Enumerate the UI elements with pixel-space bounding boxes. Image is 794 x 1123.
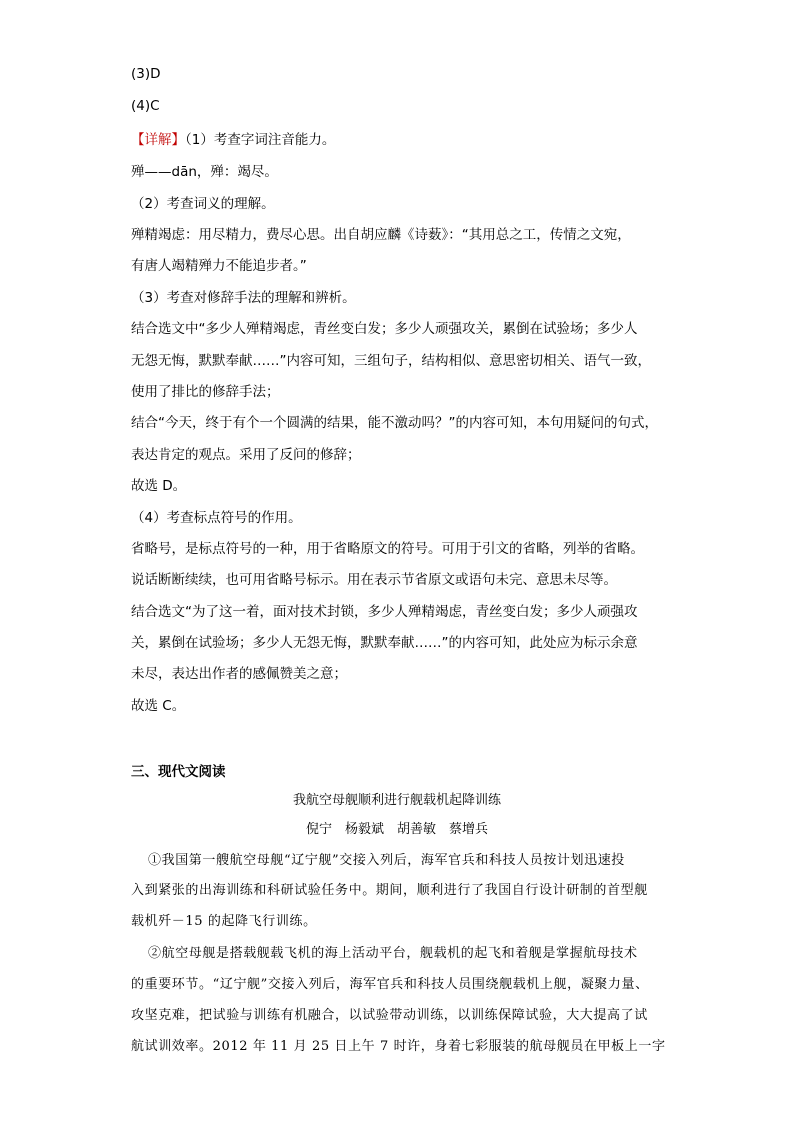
explanation-line-15: 说话断断续续，也可用省略号标示。用在表示节省原文或语句未完、意思未尽等。 [131, 572, 617, 588]
explanation-line-4: 殚精竭虑：用尽精力，费尽心思。出自胡应麟《诗薮》：“其用总之工，传情之文宛， [131, 227, 631, 243]
article-authors: 倪宁 杨毅斌 胡善敏 蔡增兵 [305, 822, 488, 837]
section-heading: 三、现代文阅读 [131, 764, 226, 780]
explanation-line-18: 未尽，表达出作者的感佩赞美之意； [131, 666, 347, 682]
explanation-line-3: （2）考查词义的理解。 [131, 196, 275, 212]
paragraph-2-line-3: 攻坚克难，把试验与训练有机融合，以试验带动训练，以训练保障试验，大大提高了试 [131, 1008, 648, 1023]
explanation-line-7: 结合选文中“多少人殚精竭虑，青丝变白发；多少人顽强攻关，累倒在试验场；多少人 [131, 321, 638, 337]
explanation-line-11: 表达肯定的观点。采用了反问的修辞； [131, 447, 361, 463]
explanation-line-8: 无怨无悔，默默奉献……”内容可知，三组句子，结构相似、意思密切相关、语气一致， [131, 353, 651, 369]
explanation-line-14: 省略号，是标点符号的一种，用于省略原文的符号。可用于引文的省略，列举的省略。 [131, 541, 644, 557]
paragraph-1-line-2: 入到紧张的出海训练和科研试验任务中。期间，顺利进行了我国自行设计研制的首型舰 [131, 883, 648, 898]
paragraph-1-line-3: 载机歼－15 的起降飞行训练。 [131, 914, 317, 929]
explanation-line-2: 殚——dān，殚：竭尽。 [131, 164, 278, 180]
explanation-line-9: 使用了排比的修辞手法； [131, 384, 280, 400]
explanation-line-1 [131, 128, 335, 148]
answer-4: (4)C [131, 98, 160, 114]
paragraph-2-line-2: 的重要环节。“辽宁舰”交接入列后，海军官兵和科技人员围绕舰载机上舰，凝聚力量、 [131, 977, 649, 992]
paragraph-1-line-1: ①我国第一艘航空母舰“辽宁舰”交接入列后，海军官兵和科技人员按计划迅速投 [148, 853, 625, 868]
explanation-line-19: 故选 C。 [131, 698, 186, 714]
explanation-line-6: （3）考查对修辞手法的理解和辨析。 [131, 290, 356, 306]
explanation-line-13: （4）考查标点符号的作用。 [131, 510, 302, 526]
explanation-line-12: 故选 D。 [131, 478, 187, 494]
answer-3: (3)D [131, 66, 161, 82]
explanation-line-17: 关，累倒在试验场；多少人无怨无悔，默默奉献……”的内容可知，此处应为标示余意 [131, 635, 638, 651]
explanation-line-10: 结合“今天，终于有个一个圆满的结果，能不激动吗？”的内容可知，本句用疑问的句式， [131, 415, 658, 431]
explanation-line-16: 结合选文“为了这一着，面对技术封锁，多少人殚精竭虑，青丝变白发；多少人顽强攻 [131, 604, 638, 620]
paragraph-2-line-4: 航试训效率。2012 年 11 月 25 日上午 7 时许，身着七彩服装的航母舰员在甲板上一字 [131, 1039, 666, 1054]
explanation-label: 【详解】 [131, 132, 185, 148]
paragraph-2-line-1: ②航空母舰是搭载舰载飞机的海上活动平台，舰载机的起飞和着舰是掌握航母技术 [148, 946, 638, 961]
article-title: 我航空母舰顺利进行舰载机起降训练 [292, 793, 501, 808]
explanation-line-5: 有唐人竭精殚力不能追步者。” [131, 258, 307, 274]
explanation-text: （1）考查字词注音能力。 [185, 132, 336, 148]
